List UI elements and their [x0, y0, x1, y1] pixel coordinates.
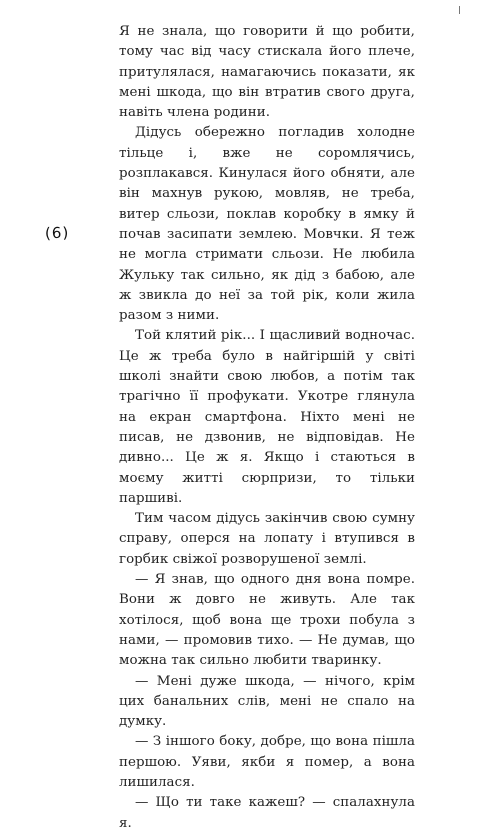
paragraph: Я не знала, що говорити й що робити, тому час від часу стискала його плече, притулялася, намагаючись показати, як мені шкода, що він втратив свого друга, навіть члена родини. — [119, 24, 415, 121]
paragraph: — З іншого боку, добре, що вона пішла першою. Уяви, якби я помер, а вона лишилася. — [119, 734, 415, 790]
paragraph: Той клятий рік... І щасливий водночас. Це ж треба було в найгіршій у світі школі знайти свою любов, а потім так трагічно її профукати. Укотре глянула на екран смартфона. Ніхто мені не писав, не дзвонив, не відповідав. Не дивно... Це ж я. Якщо і стаються в моєму житті сюрпризи, то тільки паршиві. — [119, 328, 415, 506]
paragraph: — Що ти таке кажеш? — спалахнула я. — [119, 795, 415, 831]
handwritten-margin-note: (6) — [44, 223, 70, 243]
paragraph: — Мені дуже шкода, — нічого, крім цих банальних слів, мені не спало на думку. — [119, 673, 415, 730]
body-text — [119, 22, 415, 834]
paragraph: — Я знав, що одного дня вона помре. Вони ж довго не живуть. Але так хотілося, щоб вона ще трохи побула з нами, — промовив тихо. — Не думав, що можна так сильно любити тваринку. — [119, 572, 415, 669]
paragraph: Дідусь обережно погладив холодне тільце і, вже не соромлячись, розплакався. Кинулася його обняти, але він махнув рукою, мовляв, не треба, витер сльози, поклав коробку в ямку й почав засипати землею. Мовчки. Я теж не могла стримати сльози. Не любила Жульку так сильно, як дід з бабою, але ж звикла до неї за той рік, коли жила разом з ними. — [119, 125, 415, 324]
paragraph: Тим часом дідусь закінчив свою сумну справу, оперся на лопату і втупився в горбик свіжої розворушеної землі. — [119, 511, 415, 567]
page-edge-mark — [459, 6, 460, 14]
